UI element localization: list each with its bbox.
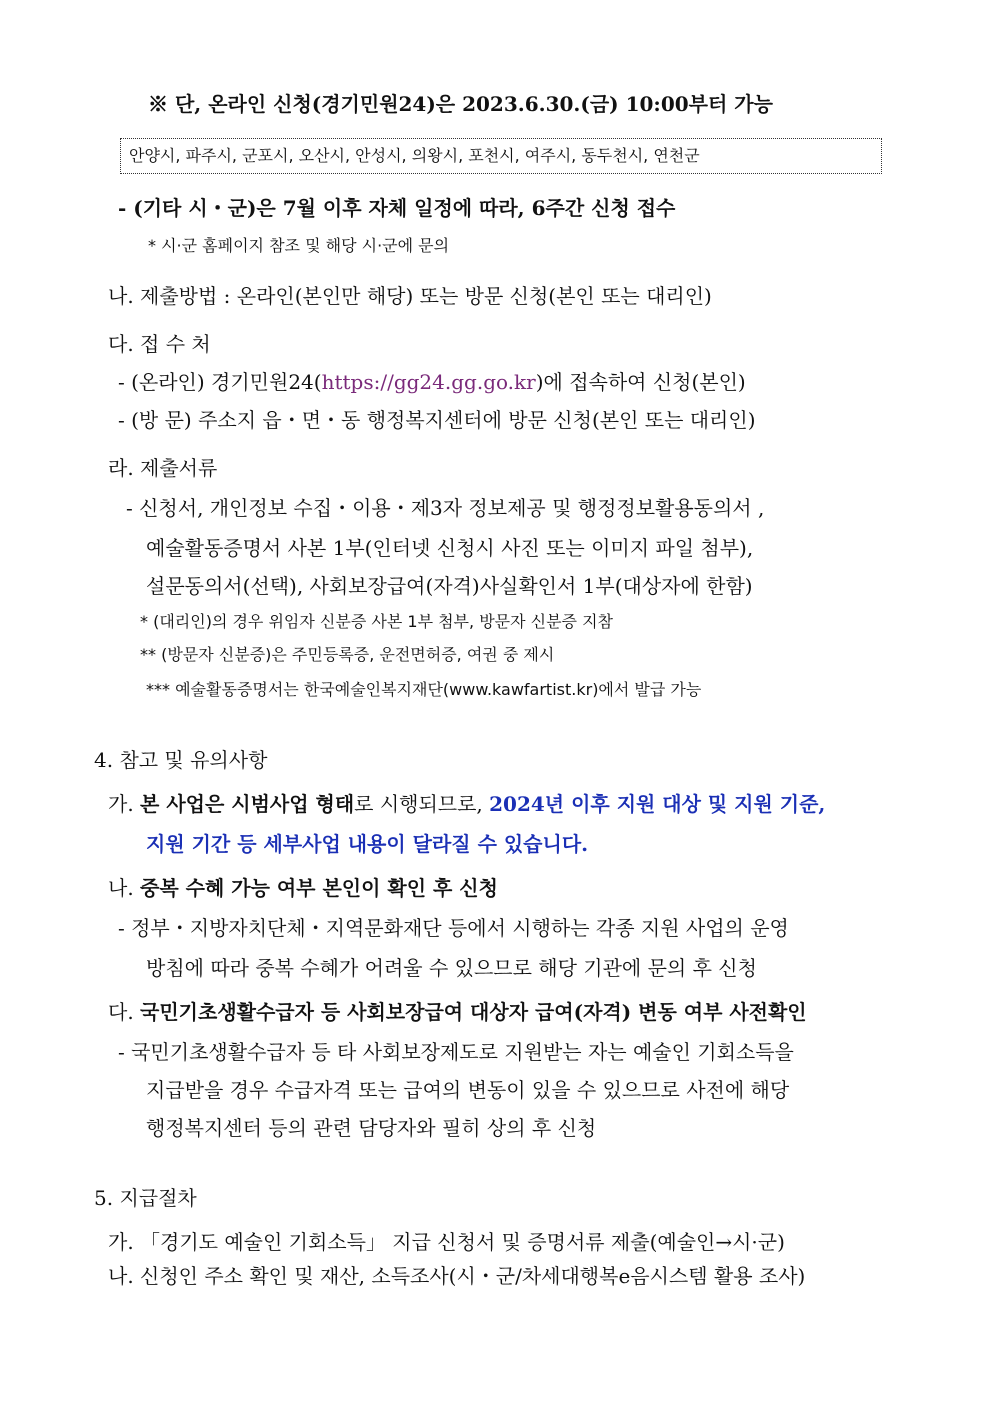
reception-online-suffix: )에 접속하여 신청(본인) bbox=[535, 370, 746, 394]
reception-title: 다. 접 수 처 bbox=[108, 332, 211, 356]
section-4-b-line-1: - 정부・지방자치단체・지역문화재단 등에서 시행하는 각종 지원 사업의 운영 bbox=[118, 916, 789, 940]
docs-note-3: *** 예술활동증명서는 한국예술인복지재단(www.kawfartist.kr)에서 발급 가능 bbox=[146, 680, 702, 699]
section-4-a-mid: 로 시행되므로, bbox=[354, 792, 490, 816]
docs-note-1: * (대리인)의 경우 위임자 신분증 사본 1부 첨부, 방문자 신분증 지참 bbox=[140, 612, 614, 631]
section-4-c-prefix: 다. bbox=[108, 1000, 141, 1024]
section-4-c-bold: 국민기초생활수급자 등 사회보장급여 대상자 급여(자격) 변동 여부 사전확인 bbox=[140, 1000, 807, 1024]
section-4-c-heading bbox=[108, 998, 807, 1026]
section-4-a-line-2: 지원 기간 등 세부사업 내용이 달라질 수 있습니다. bbox=[146, 832, 589, 856]
section-4-title: 4. 참고 및 유의사항 bbox=[94, 748, 268, 772]
section-4-a-bold: 본 사업은 시범사업 형태 bbox=[140, 792, 355, 816]
online-notice: ※ 단, 온라인 신청(경기민원24)은 2023.6.30.(금) 10:00부터 가능 bbox=[148, 92, 773, 116]
reception-online-prefix: - (온라인) 경기민원24( bbox=[118, 370, 322, 394]
docs-note-2: ** (방문자 신분증)은 주민등록증, 운전면허증, 여권 중 제시 bbox=[140, 645, 555, 664]
section-4-a-line-1 bbox=[108, 790, 825, 818]
section-4-a-blue-1: 2024년 이후 지원 대상 및 지원 기준, bbox=[489, 792, 826, 816]
docs-title: 라. 제출서류 bbox=[108, 456, 218, 480]
section-4-b-heading bbox=[108, 874, 498, 902]
section-5-b: 나. 신청인 주소 확인 및 재산, 소득조사(시・군/차세대행복e음시스템 활용 조사) bbox=[108, 1264, 806, 1288]
docs-line-2: 예술활동증명서 사본 1부(인터넷 신청시 사진 또는 이미지 파일 첨부), bbox=[146, 536, 754, 560]
section-4-c-line-3: 행정복지센터 등의 관련 담당자와 필히 상의 후 신청 bbox=[146, 1116, 597, 1140]
docs-line-1: - 신청서, 개인정보 수집・이용・제3자 정보제공 및 행정정보활용동의서 , bbox=[126, 496, 765, 520]
cities-box: 안양시, 파주시, 군포시, 오산시, 안성시, 의왕시, 포천시, 여주시, 동두천시, 연천군 bbox=[120, 138, 882, 174]
section-5-title: 5. 지급절차 bbox=[94, 1186, 197, 1210]
docs-line-3: 설문동의서(선택), 사회보장급여(자격)사실확인서 1부(대상자에 한함) bbox=[146, 574, 753, 598]
section-4-b-bold: 중복 수혜 가능 여부 본인이 확인 후 신청 bbox=[140, 876, 498, 900]
section-5-a: 가. 「경기도 예술인 기회소득」 지급 신청서 및 증명서류 제출(예술인→시·군) bbox=[108, 1230, 785, 1254]
section-4-b-prefix: 나. bbox=[108, 876, 141, 900]
reception-visit: - (방 문) 주소지 읍・면・동 행정복지센터에 방문 신청(본인 또는 대리인) bbox=[118, 408, 756, 432]
section-4-a-prefix: 가. bbox=[108, 792, 141, 816]
section-4-c-line-1: - 국민기초생활수급자 등 타 사회보장제도로 지원받는 자는 예술인 기회소득을 bbox=[118, 1040, 794, 1064]
other-cities-note: * 시·군 홈페이지 참조 및 해당 시·군에 문의 bbox=[148, 236, 450, 255]
reception-online-url[interactable]: https://gg24.gg.go.kr bbox=[321, 370, 536, 394]
section-4-b-line-2: 방침에 따라 중복 수혜가 어려울 수 있으므로 해당 기관에 문의 후 신청 bbox=[146, 956, 757, 980]
section-4-c-line-2: 지급받을 경우 수급자격 또는 급여의 변동이 있을 수 있으므로 사전에 해당 bbox=[146, 1078, 790, 1102]
other-cities-line: - (기타 시・군)은 7월 이후 자체 일정에 따라, 6주간 신청 접수 bbox=[118, 196, 676, 220]
submit-method: 나. 제출방법 : 온라인(본인만 해당) 또는 방문 신청(본인 또는 대리인) bbox=[108, 284, 712, 308]
reception-online bbox=[118, 368, 746, 396]
